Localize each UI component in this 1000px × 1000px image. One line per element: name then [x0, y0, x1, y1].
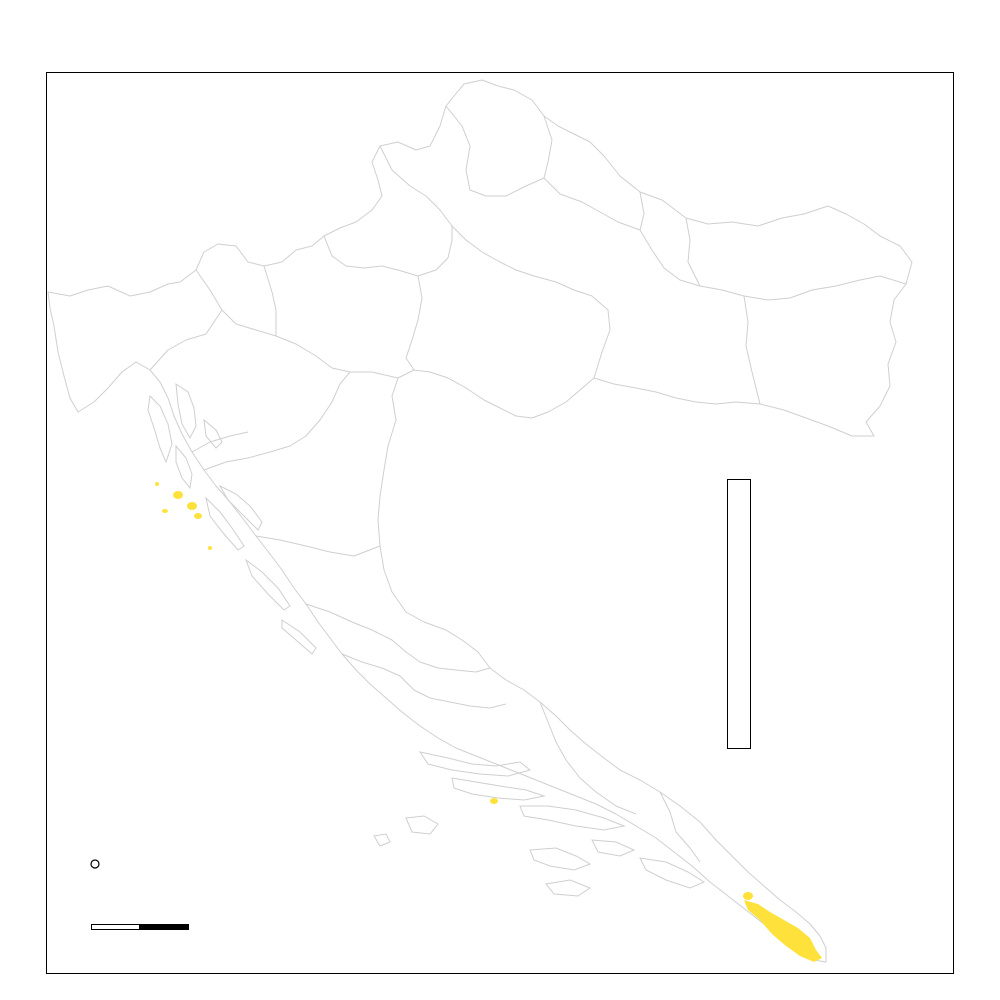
station-key — [91, 860, 99, 868]
key-station-marker — [91, 860, 99, 868]
croatia-outline — [48, 80, 912, 962]
scalebar-segment-black — [140, 925, 189, 930]
legend-colorbar-frame — [728, 480, 751, 749]
warm-areas — [155, 482, 822, 962]
legend — [728, 480, 751, 749]
scale-bar — [92, 925, 189, 930]
scalebar-segment-white — [92, 925, 140, 930]
map-frame — [47, 73, 954, 974]
